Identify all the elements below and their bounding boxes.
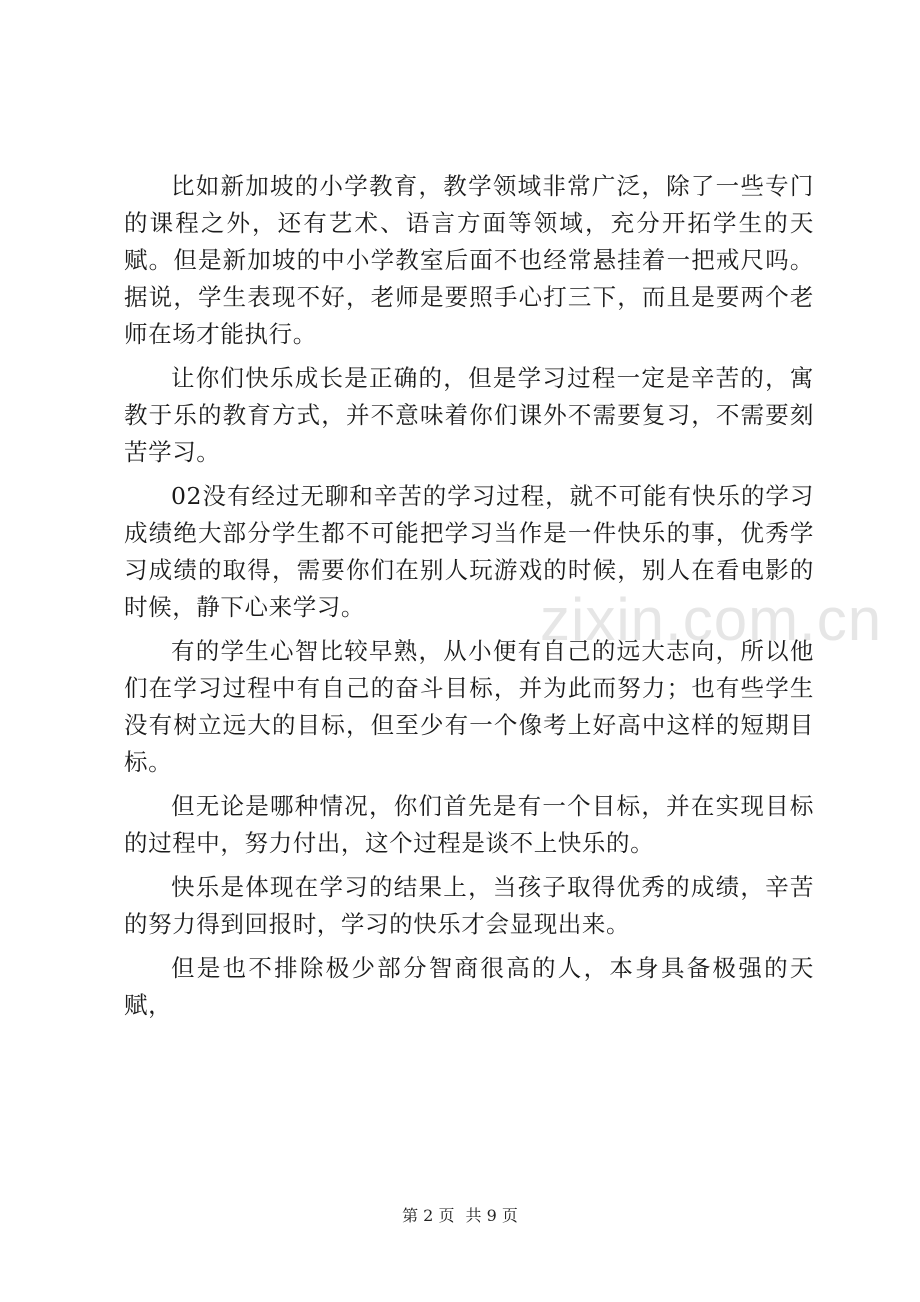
watermark: zixin.com.cn [540, 586, 883, 653]
page-number: 第 2 页 [402, 1206, 455, 1225]
document-body [124, 168, 814, 1024]
paragraph-3: 02没有经过无聊和辛苦的学习过程，就不可能有快乐的学习成绩绝大部分学生都不可能把学习当作是一件快乐的事，优秀学习成绩的取得，需要你们在别人玩游戏的时候，别人在看电影的时候，静下心来学习。 [124, 482, 814, 621]
paragraph-1: 比如新加坡的小学教育，教学领域非常广泛，除了一些专门的课程之外，还有艺术、语言方面等领域，充分开拓学生的天赋。但是新加坡的中小学教室后面不也经常悬挂着一把戒尺吗。据说，学生表现不好，老师是要照手心打三下，而且是要两个老师在场才能执行。 [124, 172, 814, 348]
page-total: 共 9 页 [465, 1206, 518, 1225]
paragraph-5: 但无论是哪种情况，你们首先是有一个目标，并在实现目标的过程中，努力付出，这个过程是谈不上快乐的。 [124, 792, 814, 857]
page-footer [0, 1203, 920, 1226]
paragraph-2: 让你们快乐成长是正确的，但是学习过程一定是辛苦的，寓教于乐的教育方式，并不意味着你们课外不需要复习，不需要刻苦学习。 [124, 364, 814, 466]
paragraph-7: 但是也不排除极少部分智商很高的人，本身具备极强的天赋， [124, 954, 814, 1019]
paragraph-6: 快乐是体现在学习的结果上，当孩子取得优秀的成绩，辛苦的努力得到回报时，学习的快乐才会显现出来。 [124, 873, 814, 938]
paragraph-4: 有的学生心智比较早熟，从小便有自己的远大志向，所以他们在学习过程中有自己的奋斗目标，并为此而努力；也有些学生没有树立远大的目标，但至少有一个像考上好高中这样的短期目标。 [124, 637, 814, 776]
